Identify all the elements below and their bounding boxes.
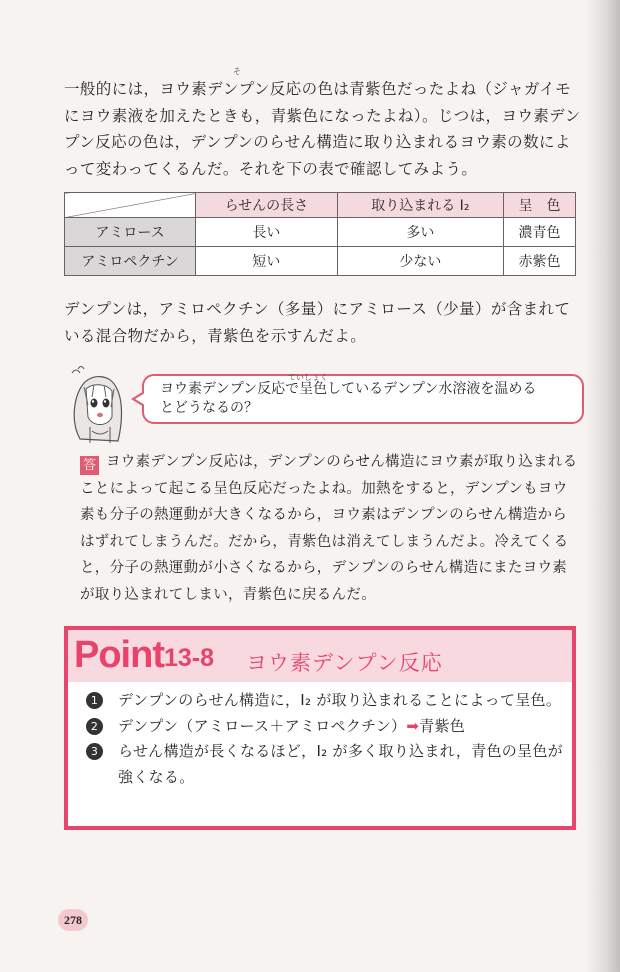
point-number: 13-8 [164, 644, 215, 672]
question-bubble [142, 374, 584, 424]
header-iodine-uptake: 取り込まれる I₂ [337, 193, 503, 218]
table-cell: 長い [196, 218, 338, 247]
point-header [68, 630, 572, 682]
header-coloration: 呈 色 [503, 193, 575, 218]
point-title: ヨウ素デンプン反応 [246, 651, 443, 675]
intro-paragraph: 一般的には，ヨウ素デンプン反応の色は青紫色だったよね（ジャガイモにヨウ素液を加えたときも，青紫色になったよね）。じつは，ヨウ素デンプン反応の色は，デンプンのらせん構造に取り込まれるヨウ素の数によって変わってくるんだ。それを下の表で確認してみよう。 [64, 80, 581, 178]
number-circle-icon: 1 [86, 692, 103, 709]
table-cell: 短い [196, 247, 338, 276]
point-item-text-b: 青紫色 [419, 716, 466, 735]
table-cell: 濃青色 [503, 218, 575, 247]
comparison-table [64, 192, 576, 276]
row-label-amylose: アミロース [65, 218, 196, 247]
page-edge-shadow [586, 0, 620, 972]
point-item-text-a: デンプン（アミロース＋アミロペクチン） [118, 716, 407, 735]
table-row [65, 218, 576, 247]
question-line-1: ヨウ素デンプン反応で呈色しているデンプン水溶液を温める [160, 381, 537, 397]
point-item-1 [86, 688, 564, 714]
mixture-paragraph: デンプンは，アミロペクチン（多量）にアミロース（少量）が含まれている混合物だから，青紫色を示すんだよ。 [64, 300, 571, 345]
table-cell: 多い [337, 218, 503, 247]
answer-paragraph: ヨウ素デンプン反応は，デンプンのらせん構造にヨウ素が取り込まれることによって起こる呈色反応だったよね。加熱をすると，デンプンもヨウ素も分子の熱運動が大きくなるから，ヨウ素はデンプンのらせん構造からはずれてしまうんだ。だから，青紫色は消えてしまうんだよ。冷えてくると，分子の熱運動が小さくなるから，デンプンのらせん構造にまたヨウ素が取り込まれてしまい，青紫色に戻るんだ。 [80, 454, 578, 603]
ruby-teishoku: ていしょく [288, 373, 328, 382]
point-list [86, 688, 564, 790]
point-item-2 [86, 714, 564, 740]
question-line-2: とどうなるの？ [160, 400, 258, 416]
point-box [64, 626, 576, 830]
point-item-3 [86, 739, 564, 790]
ruby-so: そ [233, 67, 241, 76]
student-avatar-illustration [64, 365, 134, 445]
number-circle-icon: 2 [86, 718, 103, 735]
page-number: 278 [58, 909, 88, 931]
arrow-right-icon: ➡ [406, 716, 420, 735]
point-item-text: らせん構造が長くなるほど，I₂ が多く取り込まれ，青色の呈色が強くなる。 [118, 742, 563, 786]
answer-badge: 答 [80, 456, 99, 475]
table-cell: 少ない [337, 247, 503, 276]
row-label-amylopectin: アミロペクチン [65, 247, 196, 276]
number-circle-icon: 3 [86, 743, 103, 760]
point-item-text: デンプンのらせん構造に，I₂ が取り込まれることによって呈色。 [118, 691, 562, 709]
header-helix-length: らせんの長さ [196, 193, 338, 218]
table-cell: 赤紫色 [503, 247, 575, 276]
question-text [160, 380, 536, 418]
point-label: Point [74, 634, 164, 676]
table-row [65, 247, 576, 276]
table-corner-cell [65, 193, 196, 218]
